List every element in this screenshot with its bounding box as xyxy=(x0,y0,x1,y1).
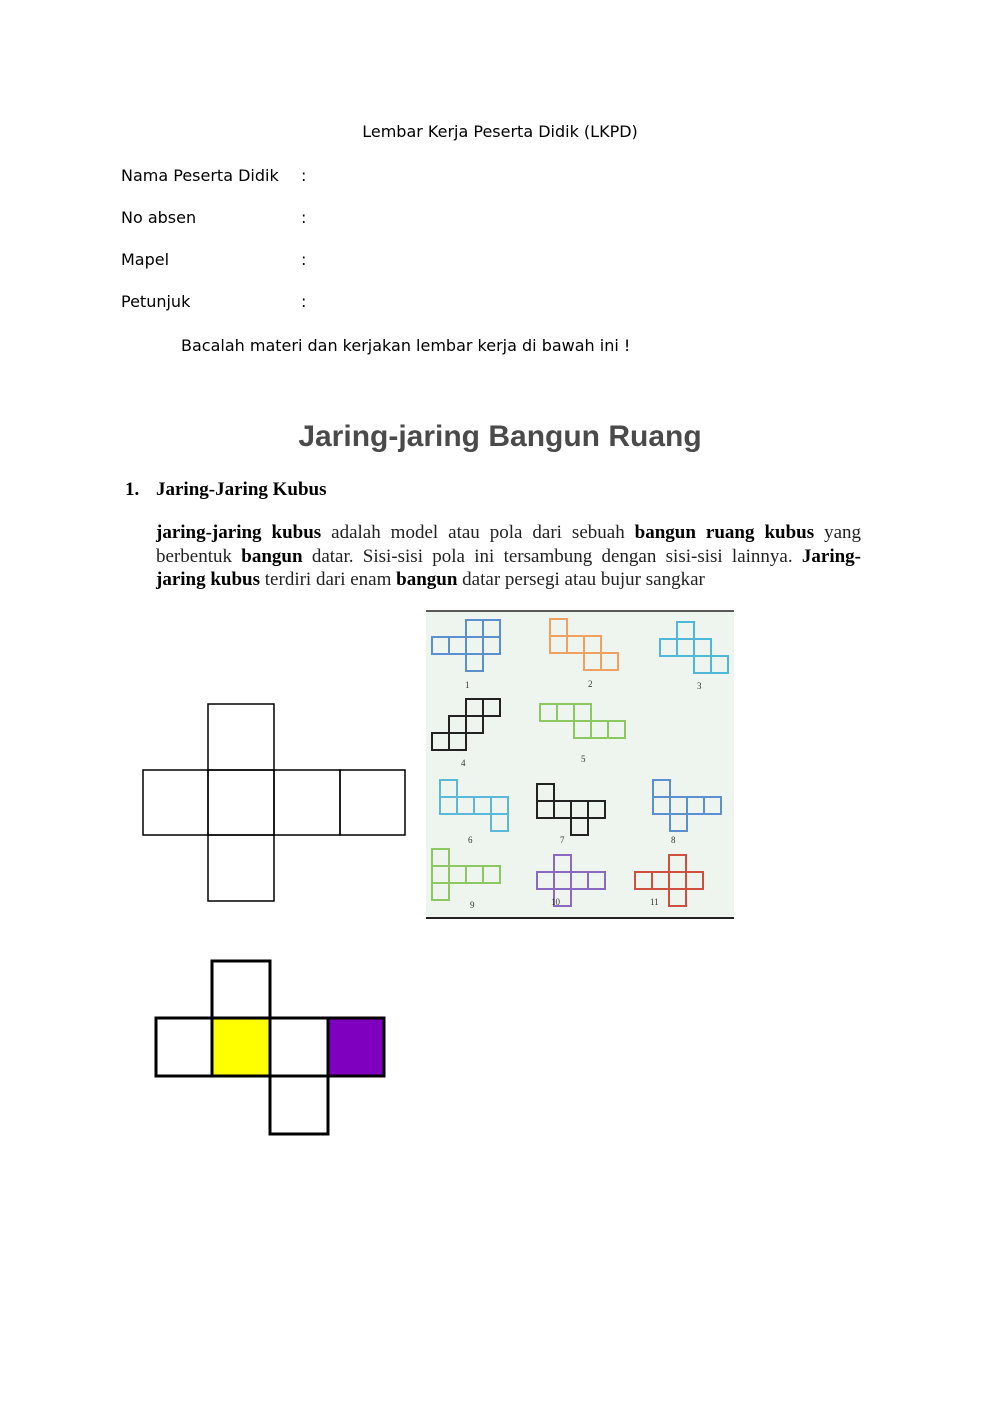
para-text-10: datar persegi atau bujur sangkar xyxy=(457,569,705,590)
section-title: Jaring-Jaring Kubus xyxy=(156,479,327,500)
cube-net-label-11: 11 xyxy=(650,897,659,907)
field-colon-petunjuk: : xyxy=(301,292,307,311)
worksheet-header: Lembar Kerja Peserta Didik (LKPD) xyxy=(362,122,638,141)
cube-net-label-3: 3 xyxy=(697,681,702,691)
cube-net-label-6: 6 xyxy=(468,835,473,845)
cube-net-label-7: 7 xyxy=(560,835,565,845)
para-bold-7: Jaring-jaring kubus xyxy=(156,545,861,590)
cube-net-label-5: 5 xyxy=(581,754,586,764)
cube-net-label-2: 2 xyxy=(588,679,593,689)
cube-net-label-10: 10 xyxy=(551,897,560,907)
para-text-8: terdiri dari enam xyxy=(260,569,397,590)
field-label-absen: No absen xyxy=(121,208,197,227)
cube-net-label-9: 9 xyxy=(470,900,475,910)
para-bold-3: bangun ruang kubus xyxy=(634,522,815,543)
page-title: Jaring-jaring Bangun Ruang xyxy=(298,420,702,453)
para-bold-1: jaring-jaring kubus xyxy=(156,522,322,543)
cube-net-label-4: 4 xyxy=(461,758,466,768)
cube-net-label-1: 1 xyxy=(465,680,470,690)
section-number: 1. xyxy=(125,479,140,500)
field-label-petunjuk: Petunjuk xyxy=(121,292,191,311)
field-colon-absen: : xyxy=(301,208,307,227)
instruction-text: Bacalah materi dan kerjakan lembar kerja di bawah ini ! xyxy=(181,336,631,355)
cube-net-outline xyxy=(143,704,405,901)
colored-cube-net xyxy=(156,961,384,1134)
para-text-2: adalah model atau pola dari sebuah xyxy=(321,522,635,543)
para-text-4: yang berbentuk xyxy=(156,522,862,567)
field-colon-nama: : xyxy=(301,166,307,185)
field-label-mapel: Mapel xyxy=(121,250,170,269)
para-text-6: datar. Sisi-sisi pola ini tersambung dengan sisi-sisi lainnya. xyxy=(302,545,802,567)
para-bold-9: bangun xyxy=(396,569,458,590)
field-colon-mapel: : xyxy=(301,250,307,269)
cube-net-label-8: 8 xyxy=(671,835,676,845)
para-bold-5: bangun xyxy=(241,545,303,567)
field-label-nama: Nama Peserta Didik xyxy=(121,166,279,185)
cube-nets-figure xyxy=(426,611,734,918)
